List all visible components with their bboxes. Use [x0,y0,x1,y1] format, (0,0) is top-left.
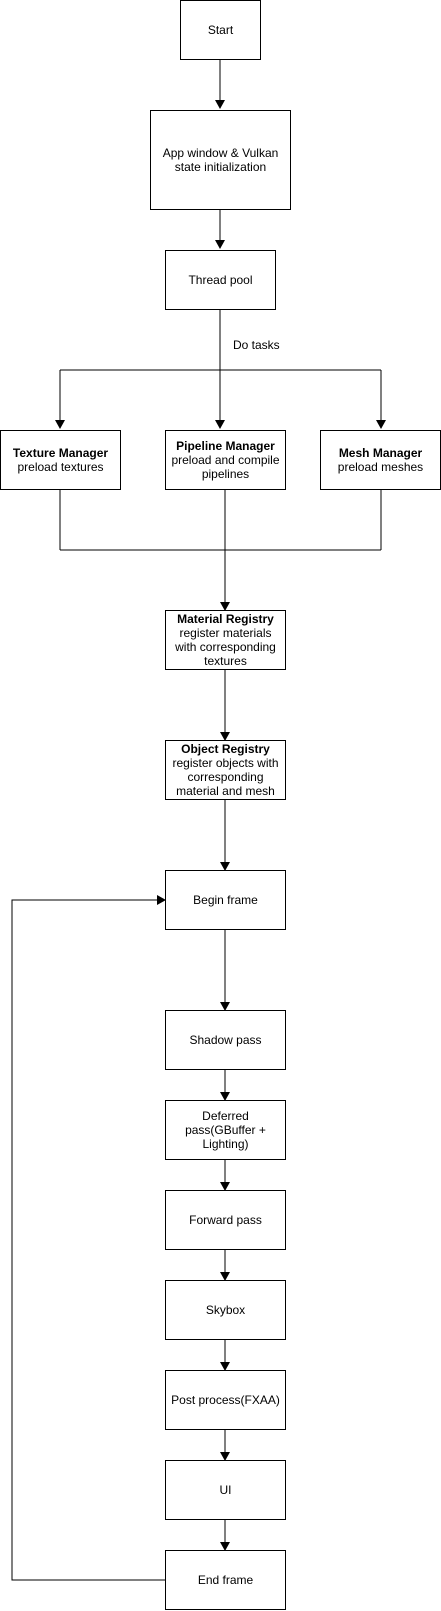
object-registry-title: Object Registry [181,742,270,756]
material-registry-title: Material Registry [177,612,274,626]
object-registry-text: register objects with corresponding material and mesh [172,756,279,798]
texture-manager-node [0,430,121,490]
end-frame-node [165,1550,286,1610]
ui-node [165,1460,286,1520]
forward-pass-node [165,1190,286,1250]
arrow-loop-endframe-to-beginframe [12,900,165,1580]
shadow-pass-label: Shadow pass [189,1033,262,1047]
material-registry-text: register materials with corresponding textures [175,626,276,668]
skybox-node [165,1280,286,1340]
pipeline-manager-text: preload and compile pipelines [171,453,280,481]
material-registry-node [165,610,286,670]
end-frame-label: End frame [197,1573,254,1587]
do-tasks-label: Do tasks [233,338,280,352]
texture-manager-title: Texture Manager [12,446,109,460]
texture-manager-text: preload textures [17,460,104,474]
post-process-node [165,1370,286,1430]
ui-label: UI [219,1483,232,1497]
start-node [180,0,261,60]
begin-frame-label: Begin frame [193,893,258,907]
shadow-pass-node [165,1010,286,1070]
mesh-manager-title: Mesh Manager [338,446,423,460]
deferred-pass-label: Deferred pass(GBuffer + Lighting) [185,1109,266,1151]
init-node-label: App window & Vulkan state initialization [162,146,279,174]
pipeline-manager-node [165,430,286,490]
forward-pass-label: Forward pass [189,1213,262,1227]
init-node [150,110,291,210]
deferred-pass-node [165,1100,286,1160]
begin-frame-node [165,870,286,930]
object-registry-node [165,740,286,800]
pipeline-manager-title: Pipeline Manager [176,439,275,453]
skybox-label: Skybox [205,1303,246,1317]
thread-pool-node-label: Thread pool [188,273,253,287]
post-process-label: Post process(FXAA) [171,1393,280,1407]
thread-pool-node [165,250,276,310]
mesh-manager-node [320,430,441,490]
start-node-label: Start [207,23,234,37]
mesh-manager-text: preload meshes [337,460,424,474]
